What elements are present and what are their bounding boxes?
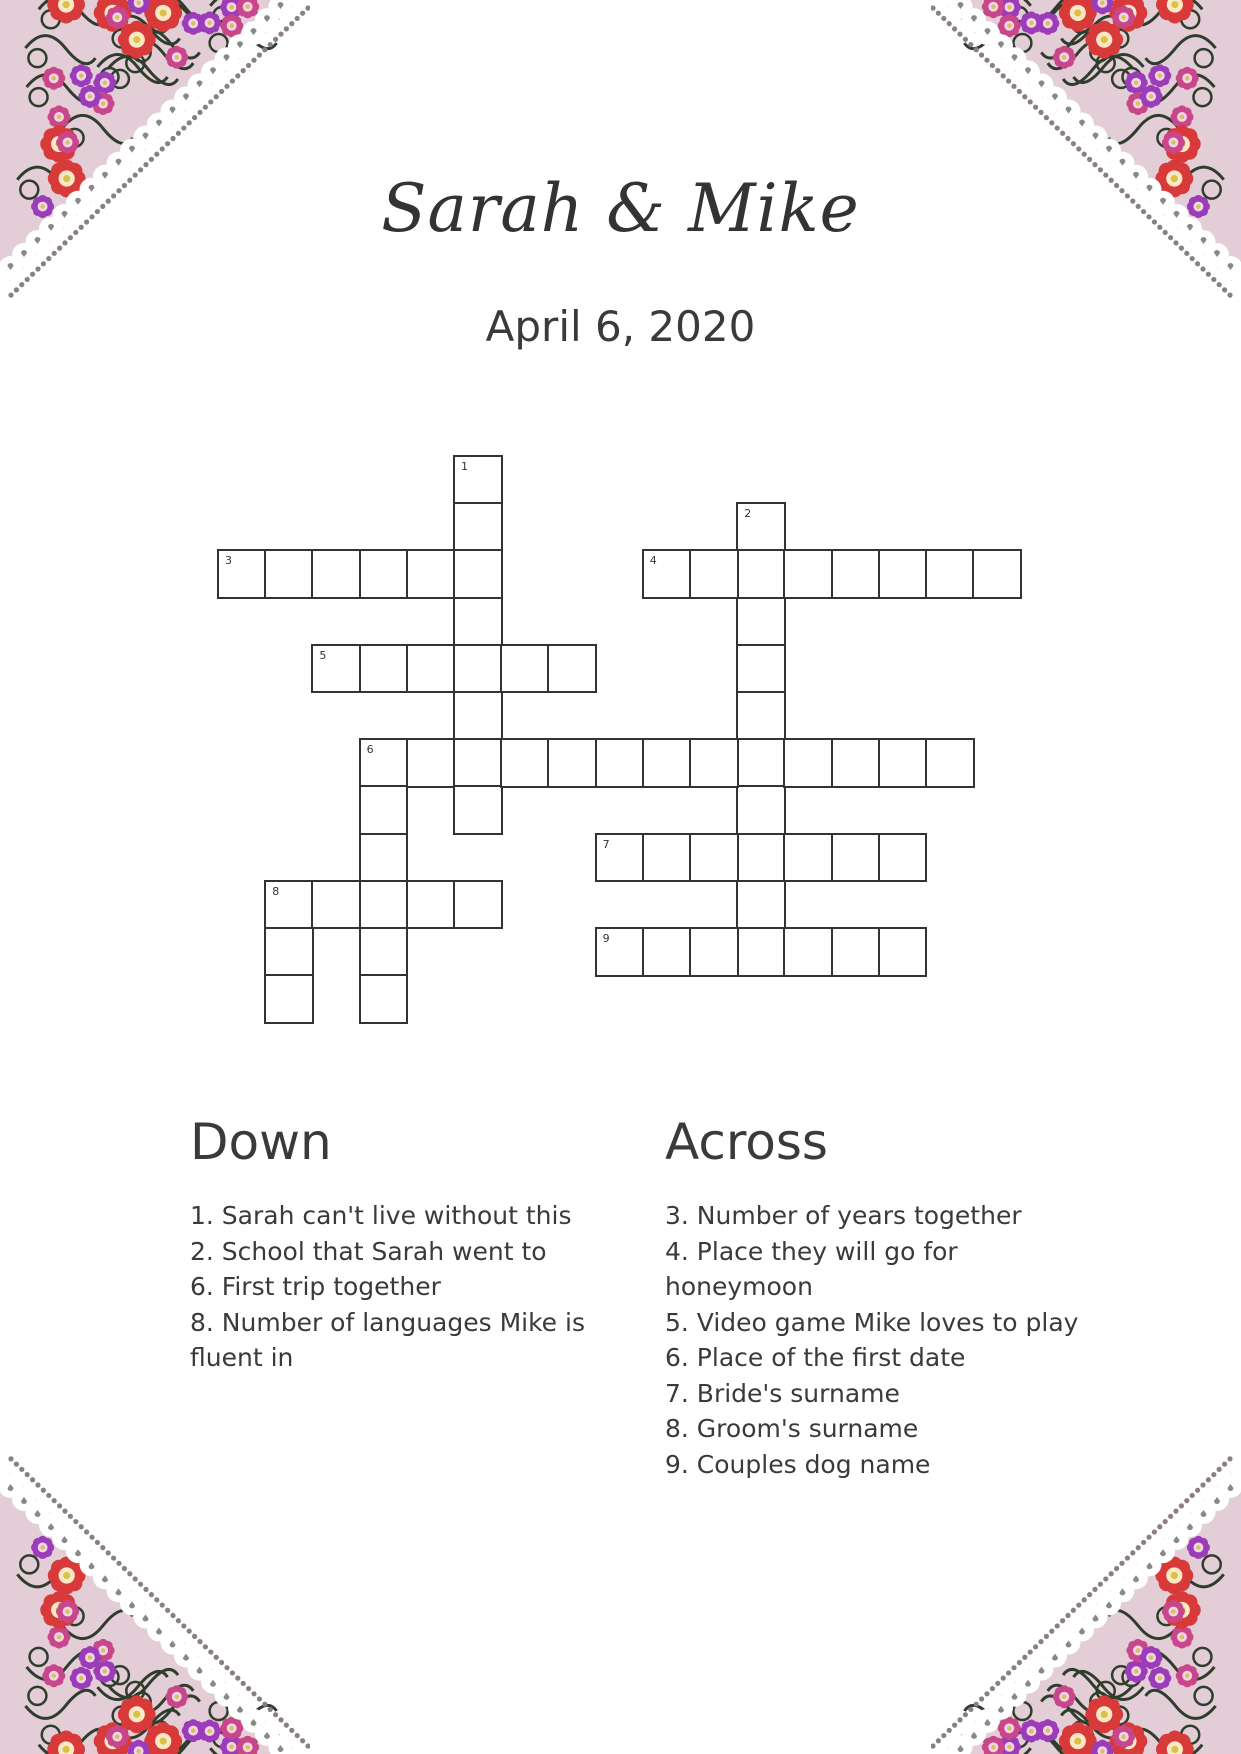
crossword-cell[interactable] (406, 549, 456, 599)
crossword-cell[interactable] (831, 738, 881, 788)
crossword-cell[interactable] (311, 644, 361, 694)
crossword-cell[interactable] (831, 549, 881, 599)
crossword-cell[interactable] (547, 644, 597, 694)
crossword-cell[interactable] (689, 549, 739, 599)
clue-number: 3 (225, 554, 232, 568)
crossword-cell[interactable] (406, 880, 456, 930)
crossword-cell[interactable] (783, 833, 833, 883)
crossword-cell[interactable] (642, 738, 692, 788)
down-clue: 8. Number of languages Mike is fluent in (190, 1307, 585, 1372)
floral-corner-top-right (931, 0, 1241, 310)
clue-number: 7 (602, 837, 610, 851)
crossword-cell[interactable] (736, 880, 786, 930)
down-clue: 6. First trip together (190, 1272, 441, 1301)
across-heading: Across (665, 1113, 828, 1171)
crossword-cell[interactable] (878, 927, 928, 977)
crossword-cell[interactable] (878, 549, 928, 599)
crossword-cell[interactable] (736, 644, 786, 694)
crossword-cell[interactable] (264, 880, 314, 930)
crossword-cell[interactable] (878, 833, 928, 883)
crossword-cell[interactable] (500, 644, 550, 694)
down-heading: Down (190, 1113, 332, 1171)
crossword-cell[interactable] (831, 833, 881, 883)
crossword-cell[interactable] (359, 549, 409, 599)
crossword-cell[interactable] (453, 880, 503, 930)
crossword-cell[interactable] (736, 833, 786, 883)
crossword-cell[interactable] (642, 549, 692, 599)
crossword-cell[interactable] (311, 549, 361, 599)
across-clue: 8. Groom's surname (665, 1414, 919, 1443)
clue-number: 6 (366, 743, 374, 757)
crossword-cell[interactable] (453, 785, 503, 835)
crossword-cell[interactable] (595, 833, 645, 883)
crossword-cell[interactable] (642, 927, 692, 977)
crossword-cell[interactable] (453, 738, 503, 788)
crossword-cell[interactable] (736, 738, 786, 788)
across-clue: 4. Place they will go for honeymoon (665, 1236, 958, 1301)
crossword-cell[interactable] (925, 549, 975, 599)
crossword-cell[interactable] (453, 502, 503, 552)
across-clue: 5. Video game Mike loves to play (665, 1307, 1079, 1337)
clue-number: 4 (649, 554, 657, 568)
clue-number: 9 (602, 932, 610, 945)
crossword-cell[interactable] (264, 549, 314, 599)
crossword-cell[interactable] (547, 738, 597, 788)
down-clues-section (190, 1112, 610, 1376)
crossword-cell[interactable] (217, 549, 267, 599)
across-clue: 9. Couples dog name (665, 1449, 931, 1479)
crossword-cell[interactable] (783, 549, 833, 599)
crossword-cell[interactable] (689, 927, 739, 977)
crossword-cell[interactable] (264, 927, 314, 977)
floral-corner-top-left (0, 0, 310, 310)
crossword-cell[interactable] (406, 738, 456, 788)
crossword-cell[interactable] (925, 738, 975, 788)
down-clue: 1. Sarah can't live without this (190, 1201, 572, 1230)
crossword-cell[interactable] (359, 644, 409, 694)
down-clue: 2. School that Sarah went to (190, 1236, 547, 1266)
clue-number: 1 (461, 460, 468, 473)
crossword-cell[interactable] (783, 927, 833, 977)
crossword-cell[interactable] (736, 597, 786, 647)
crossword-cell[interactable] (736, 502, 786, 552)
crossword-cell[interactable] (736, 785, 786, 835)
across-clues-section (665, 1112, 1085, 1482)
crossword-cell[interactable] (642, 833, 692, 883)
crossword-cell[interactable] (453, 644, 503, 694)
crossword-cell[interactable] (311, 880, 361, 930)
crossword-cell[interactable] (453, 691, 503, 741)
crossword-cell[interactable] (500, 738, 550, 788)
crossword-cell[interactable] (736, 549, 786, 599)
crossword-cell[interactable] (453, 549, 503, 599)
crossword-cell[interactable] (689, 833, 739, 883)
crossword-cell[interactable] (783, 738, 833, 788)
across-clue: 3. Number of years together (665, 1201, 1022, 1230)
crossword-cell[interactable] (406, 644, 456, 694)
crossword-cell[interactable] (359, 785, 409, 835)
clue-number: 8 (272, 884, 280, 898)
across-clue: 7. Bride's surname (665, 1378, 900, 1408)
crossword-cell[interactable] (736, 691, 786, 741)
crossword-cell[interactable] (453, 597, 503, 647)
clue-number: 5 (319, 648, 327, 662)
crossword-cell[interactable] (453, 455, 503, 505)
crossword-cell[interactable] (831, 927, 881, 977)
across-clue: 6. Place of the first date (665, 1343, 966, 1372)
crossword-cell[interactable] (736, 927, 786, 977)
crossword-cell[interactable] (595, 927, 645, 977)
crossword-cell[interactable] (359, 927, 409, 977)
crossword-cell[interactable] (972, 549, 1022, 599)
floral-corner-bottom-right (931, 1444, 1241, 1754)
crossword-cell[interactable] (878, 738, 928, 788)
crossword-cell[interactable] (359, 738, 409, 788)
crossword-cell[interactable] (359, 974, 409, 1024)
crossword-cell[interactable] (689, 738, 739, 788)
crossword-cell[interactable] (359, 833, 409, 883)
crossword-cell[interactable] (264, 974, 314, 1024)
wedding-date: April 6, 2020 (485, 302, 756, 351)
crossword-cell[interactable] (595, 738, 645, 788)
floral-corner-bottom-left (0, 1444, 310, 1754)
couple-names-title: Sarah & Mike (381, 170, 860, 247)
clue-number: 2 (744, 507, 752, 521)
crossword-cell[interactable] (359, 880, 409, 930)
